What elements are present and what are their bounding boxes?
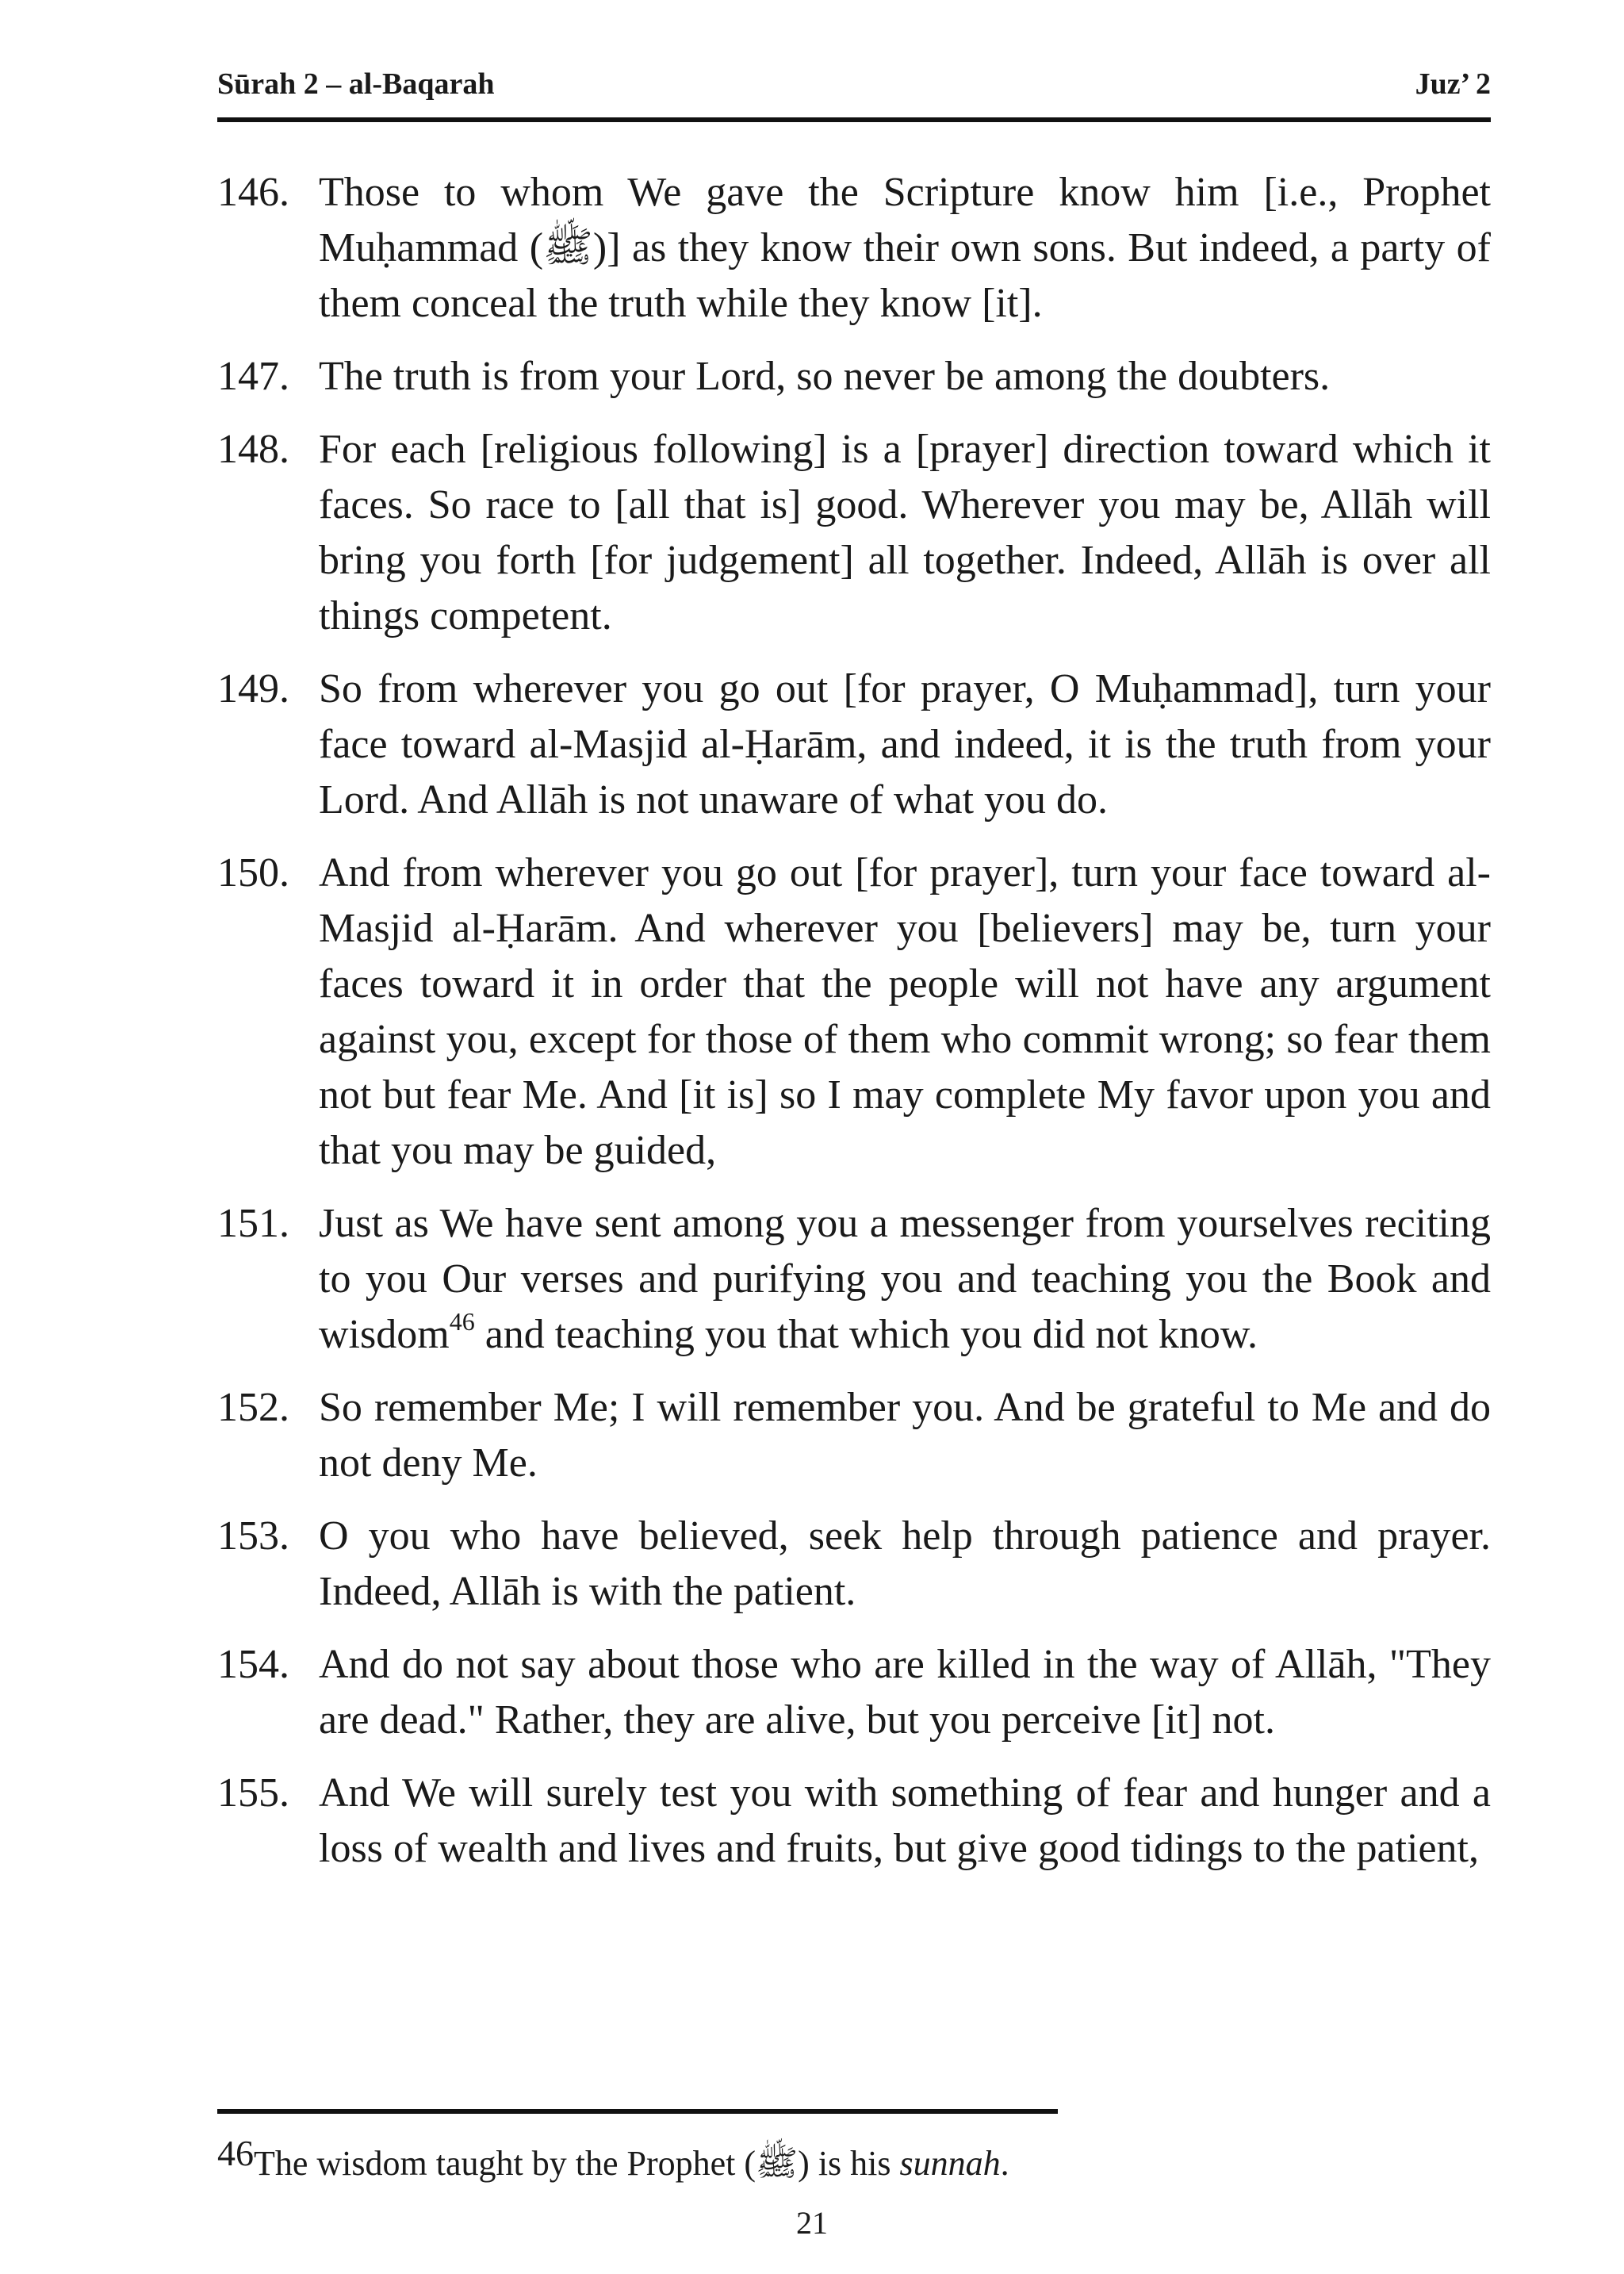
verse-155 (217, 1766, 1491, 1877)
verse-text: So from wherever you go out [for prayer, O Muḥammad], turn your face toward al-Masjid al-Ḥarām, and indeed, it is the truth from your Lord. And Allāh is not unaware of what you do. (319, 666, 1491, 823)
verse-text (319, 1196, 1491, 1363)
footnote-divider (217, 2109, 1058, 2114)
footnote-number: 46 (217, 2133, 254, 2173)
footnote-text-end: . (1000, 2144, 1009, 2183)
verse-text: Those to whom We gave the Scripture know him [i.e., Prophet Muḥammad (ﷺ)] as they know their own sons. But indeed, a party of them conceal the truth while they know [it]. (319, 170, 1491, 326)
verse-number: 155. (217, 1770, 289, 1816)
verse-number: 153. (217, 1513, 289, 1559)
verse-text: For each [religious following] is a [prayer] direction toward which it faces. So race to [all that is] good. Wherever you may be, Allāh will bring you forth [for judgement] all together. Indeed, Allāh is over all things competent. (319, 427, 1491, 638)
verse-151 (217, 1196, 1491, 1363)
verse-text: So remember Me; I will remember you. And be grateful to Me and do not deny Me. (319, 1385, 1491, 1486)
verse-148 (217, 422, 1491, 644)
verse-text: O you who have believed, seek help through patience and prayer. Indeed, Allāh is with the patient. (319, 1513, 1491, 1614)
page-number: 21 (796, 2205, 828, 2241)
verse-text: The truth is from your Lord, so never be among the doubters. (319, 354, 1331, 399)
running-header (217, 65, 1491, 122)
verse-153 (217, 1509, 1491, 1620)
surah-title: Sūrah 2 – al-Baqarah (217, 67, 495, 101)
verse-list (217, 165, 1491, 1894)
verse-text: And We will surely test you with something of fear and hunger and a loss of wealth and lives and fruits, but give good tidings to the patient, (319, 1770, 1491, 1871)
verse-number: 149. (217, 666, 289, 711)
verse-150 (217, 846, 1491, 1179)
verse-154 (217, 1637, 1491, 1748)
verse-text-part: Just as We have sent among you a messenger from yourselves reciting to you Our verses and purifying you and teaching you the Book and wisdom (319, 1201, 1491, 1357)
verse-number: 147. (217, 354, 289, 399)
verse-147 (217, 349, 1491, 405)
verse-text-part: and teaching you that which you did not know. (474, 1312, 1258, 1357)
footnote-emphasis: sunnah (899, 2144, 1001, 2183)
footnote-46 (217, 2130, 1491, 2188)
verse-number: 151. (217, 1201, 289, 1246)
verse-number: 148. (217, 427, 289, 472)
juz-label: Juz’ 2 (1415, 67, 1491, 101)
verse-number: 146. (217, 170, 289, 215)
verse-146 (217, 165, 1491, 332)
verse-number: 154. (217, 1642, 289, 1687)
verse-number: 152. (217, 1385, 289, 1430)
verse-text: And from wherever you go out [for prayer], turn your face toward al-Masjid al-Ḥarām. And wherever you [believers] may be, turn your faces toward it in order that the people will not have any argument against you, except for those of them who commit wrong; so fear them not but fear Me. And [it is] so I may complete My favor upon you and that you may be guided, (319, 850, 1491, 1173)
footnote-ref-46[interactable]: 46 (449, 1307, 475, 1336)
footnote-text: The wisdom taught by the Prophet (ﷺ) is his (254, 2144, 900, 2183)
verse-152 (217, 1380, 1491, 1491)
verse-number: 150. (217, 850, 289, 895)
verse-text: And do not say about those who are killed in the way of Allāh, "They are dead." Rather, they are alive, but you perceive [it] not. (319, 1642, 1491, 1743)
verse-149 (217, 661, 1491, 828)
